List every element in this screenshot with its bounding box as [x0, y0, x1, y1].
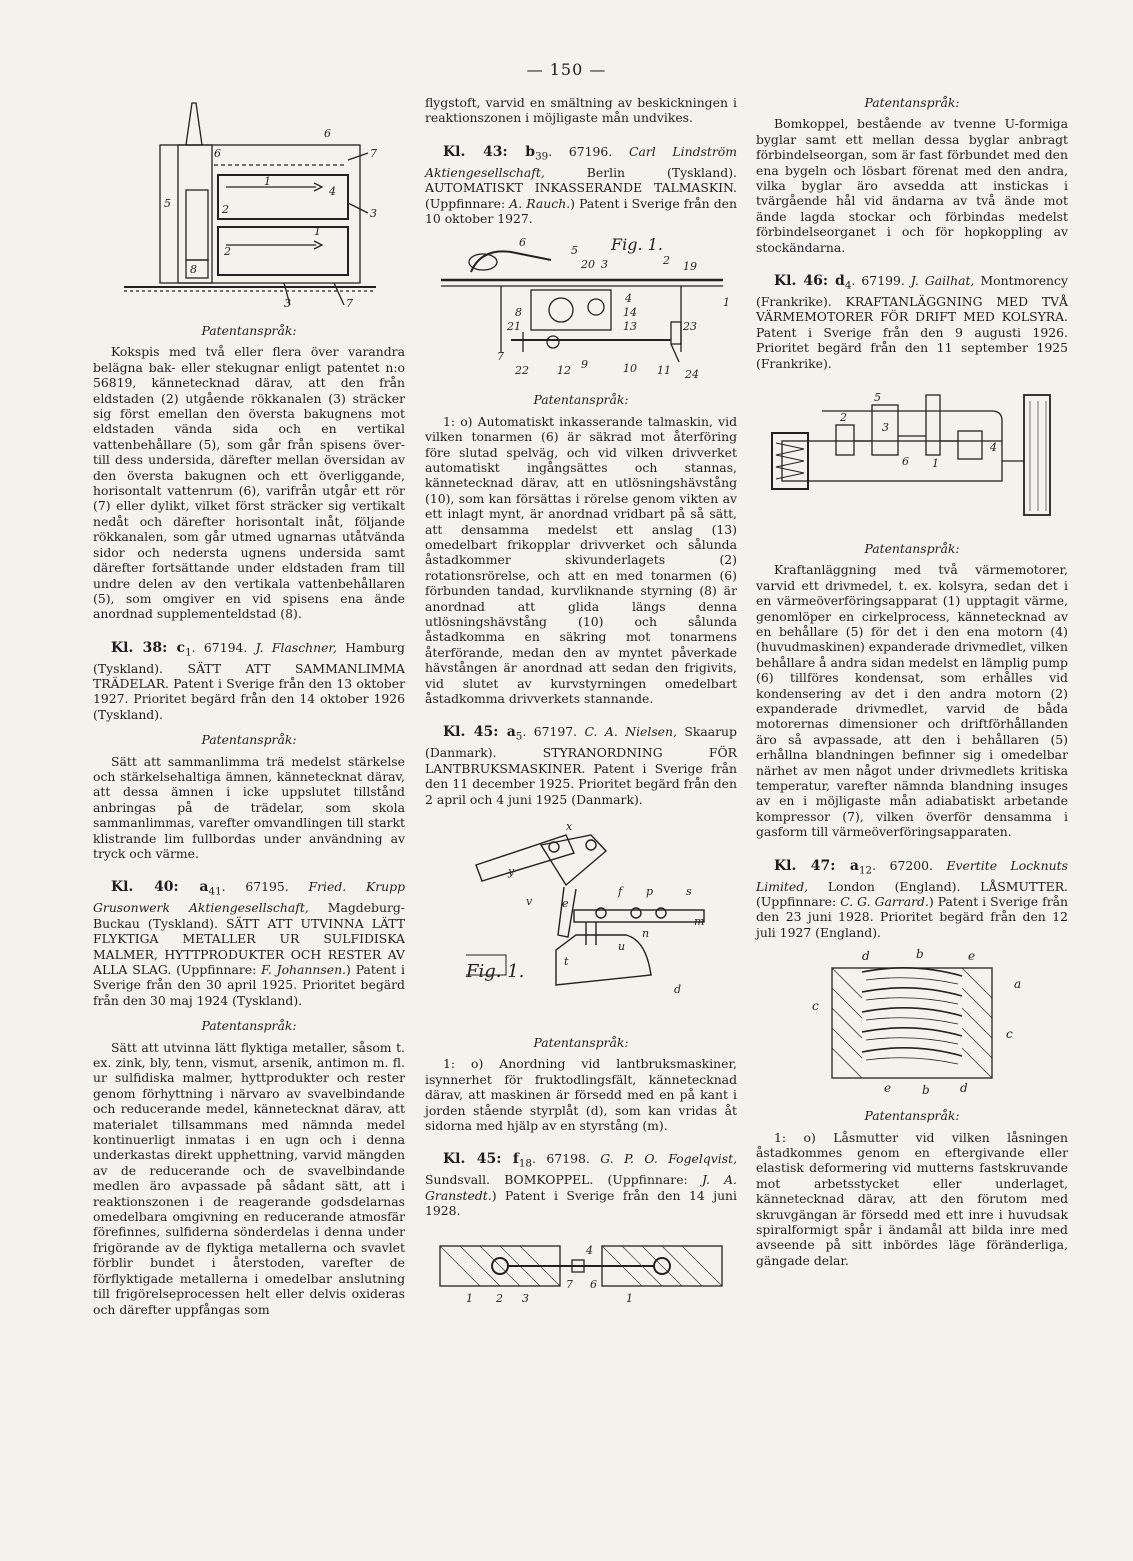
fig-label: 2: [496, 1292, 503, 1306]
class-number: Kl. 46: d: [774, 273, 845, 290]
boom-coupling-figure: [436, 1226, 726, 1306]
patent-description: Montmorency (Frankrike). KRAFTANLÄGGNING MED TVÅ VÄRMEMOTORER FÖR DRIFT MED KOLSYRA. Patent i Sverige från den 9 augusti 1926. Prioritet begärd från den 11 september 1925 (Frankrike).: [756, 273, 1068, 371]
class-subscript: 1: [185, 646, 192, 659]
applicant-name: Evertite Locknuts Limited,: [756, 857, 1068, 894]
claims-label: Patentanspråk:: [864, 95, 960, 110]
fig-label: d: [960, 1081, 968, 1096]
engine-diagram-figure: [762, 381, 1062, 531]
fig-label: 22: [515, 364, 529, 378]
fig-label: 21: [507, 320, 521, 334]
fig-label: m: [694, 914, 705, 928]
inventor-name: J. A. Granstedt.: [425, 1172, 737, 1203]
fig-label: 14: [623, 306, 637, 320]
fig-label: 6: [590, 1278, 597, 1292]
stove-label: 7: [370, 147, 377, 160]
stove-label: 2: [222, 203, 229, 216]
patent-description: ) Patent i Sverige från den 14 juni 1928.: [425, 1187, 737, 1219]
claims-label: Patentanspråk:: [533, 1034, 629, 1050]
patent-description: ) Patent i Sverige från den 30 april 1925. Prioritet begärd från den 30 maj 1924 (Tyskland).: [93, 961, 405, 1008]
fig-label: 4: [625, 292, 632, 306]
patent-number: . 67199.: [851, 273, 905, 289]
claim-text: Kraftanläggning med två värmemotorer, varvid ett drivmedel, t. ex. kolsyra, sedan det i en värmeöverföringsapparat (1) upptagit värme, genomlöper en cirkelprocess, kännetecknad av en behållare (5) för det i den ena motorn (4) (huvudmaskinen) expanderade drivmedlet, vilken behållare å andra sidan medelst en lämplig pump (6) tillföres kondensat, som erhålles vid kondensering av det i den andra motorn (2) expanderade drivmedlet, varvid de båda motorernas dimensioner och driftförhållanden äro så avpassade, att den i behållaren (5) erhållna blandningen befinner sig i omedelbar närhet av men något under drivmedlets kritiska temperatur, varefter nämnda blandning insuges av en i möjligaste mån adiabatiskt arbetande kompressor (7), vilken överför densamma i gasform till värmeöverföringsapparaten.: [756, 562, 1068, 840]
patent-entry-47: [756, 858, 1068, 941]
claims-label: Patentanspråk:: [201, 732, 297, 748]
inventor-name: F. Johannsen.: [261, 961, 346, 977]
class-number: Kl. 47: a: [774, 857, 859, 874]
inventor-name: A. Rauch.: [509, 195, 571, 211]
fig-label: s: [686, 884, 692, 898]
fig-label: 13: [623, 320, 637, 334]
fig-label: d: [674, 982, 682, 996]
fig-label: 5: [571, 244, 578, 258]
fig-label: c: [812, 999, 819, 1014]
class-subscript: 4: [844, 279, 852, 292]
fig-label: 19: [683, 260, 697, 274]
fig-label: b: [922, 1083, 930, 1098]
applicant-name: J. Gailhat,: [910, 273, 975, 289]
fig-label: u: [618, 939, 626, 953]
class-number: Kl. 40: a: [111, 879, 209, 896]
fig-label: 5: [874, 390, 881, 404]
patent-number: . 67194.: [191, 639, 248, 655]
fig-label: 3: [882, 420, 889, 434]
fig-label: e: [562, 896, 569, 910]
fig-label: 24: [685, 368, 699, 382]
fig-label: b: [916, 948, 924, 962]
fig-label: f: [618, 884, 623, 898]
patent-entry-45f: [425, 1151, 737, 1218]
patent-description: ) Patent i Sverige från den 23 juni 1928. Prioritet begärd från den 12 juli 1927 (England).: [756, 893, 1069, 940]
patent-entry-45a: [425, 724, 737, 807]
claims-label: Patentanspråk:: [201, 323, 297, 338]
patent-number: . 67198.: [532, 1151, 590, 1167]
fig-label: x: [566, 819, 573, 833]
patent-number: . 67200.: [872, 857, 933, 873]
plough-figure: [446, 815, 716, 1025]
stove-label: 8: [190, 263, 197, 276]
stove-label: 3: [370, 207, 377, 220]
inventor-name: C. G. Garrard.: [840, 893, 929, 909]
patent-description: Magdeburg-Buckau (Tyskland). SÄTT ATT UTVINNA LÄTT FLYKTIGA METALLER UR SULFIDISKA MALMER, HYTTPRODUKTER OCH RESTER AV ALLA SLAG. (Uppfinnare:: [93, 900, 405, 977]
fig-label: 12: [557, 364, 571, 378]
claims-label: Patentanspråk:: [864, 1108, 960, 1124]
fig-label: 10: [623, 362, 637, 376]
stove-label: 2: [224, 245, 231, 258]
fig-label: 7: [497, 350, 504, 364]
fig-label: 2: [840, 410, 847, 424]
column-middle: [425, 95, 737, 1306]
fig-label: 11: [657, 364, 671, 378]
fig-label: 6: [519, 236, 526, 250]
patent-description: Sundsvall. BOMKOPPEL. (Uppfinnare:: [425, 1172, 688, 1188]
patent-description: ) Patent i Sverige från den 10 oktober 1927.: [425, 195, 737, 226]
continued-text: flygstoft, varvid en smältning av beskickningen i reaktionszonen i möjligaste mån undvikes.: [425, 95, 737, 126]
stove-label: 7: [346, 297, 353, 310]
patent-entry-46: [756, 273, 1068, 371]
patent-number: . 67197.: [522, 724, 578, 740]
fig-label: 3: [601, 258, 608, 272]
applicant-name: J. Flaschner,: [255, 639, 337, 655]
fig-label: p: [646, 884, 654, 898]
claims-label: Patentanspråk:: [201, 1018, 297, 1034]
patent-description: Skaarup (Danmark). STYRANORDNING FÖR LANTBRUKSMASKINER. Patent i Sverige från den 11 december 1925. Prioritet begärd från den 2 april och 4 juni 1925 (Danmark).: [425, 724, 737, 807]
fig-label: 1: [626, 1292, 633, 1306]
class-number: Kl. 45: a: [443, 724, 516, 741]
fig-label: 1: [932, 456, 939, 470]
class-subscript: 18: [518, 1157, 533, 1170]
page-number: — 150 —: [526, 60, 607, 79]
fig-label: d: [862, 949, 870, 964]
fig-label: 1: [723, 296, 730, 310]
talking-machine-figure: [431, 232, 731, 382]
fig-label: 7: [566, 1278, 573, 1292]
fig-label: 8: [515, 306, 522, 320]
applicant-name: C. A. Nielsen,: [584, 724, 677, 740]
stove-label: 6: [324, 127, 331, 140]
applicant-name: G. P. O. Fogelqvist,: [600, 1151, 738, 1167]
fig-label: c: [1006, 1027, 1013, 1042]
fig-label: a: [1014, 977, 1022, 992]
stove-label: 3: [284, 297, 291, 310]
class-subscript: 41: [208, 885, 222, 898]
stove-label: 1: [314, 225, 321, 238]
patent-entry-43: [425, 144, 737, 227]
fig-label: 9: [581, 358, 588, 372]
fig-label: 20: [581, 258, 595, 272]
stove-figure: [114, 95, 384, 313]
fig-label: v: [526, 894, 533, 908]
claims-label: Patentanspråk:: [864, 540, 960, 556]
stove-label: 5: [164, 197, 171, 210]
class-subscript: 12: [858, 864, 873, 877]
fig-label: 3: [522, 1292, 529, 1306]
class-number: Kl. 43: b: [443, 143, 536, 160]
stove-label: 1: [264, 175, 271, 188]
stove-label: 6: [214, 147, 221, 160]
patent-entry-38: [93, 640, 405, 723]
stove-label: 4: [329, 185, 336, 198]
patent-description: Hamburg (Tyskland). SÄTT ATT SAMMANLIMMA TRÄDELAR. Patent i Sverige från den 13 oktober 1927. Prioritet begärd från den 14 oktober 1926 (Tyskland).: [93, 639, 405, 722]
applicant-name: Carl Lindström Aktiengesellschaft,: [425, 143, 737, 180]
column-right: [756, 95, 1068, 1268]
fig-label: y: [508, 864, 515, 878]
patent-entry-40: [93, 879, 405, 1008]
class-subscript: 39: [535, 150, 549, 163]
fig-label: 4: [586, 1244, 593, 1258]
fig-label: 6: [902, 454, 909, 468]
fig-label: n: [642, 926, 650, 940]
applicant-name: Fried. Krupp Grusonwerk Aktiengesellschaft,: [93, 879, 405, 916]
claim-text: Sätt att utvinna lätt flyktiga metaller, såsom t. ex. zink, bly, tenn, vismut, arsenik, antimon m. fl. ur sulfidiska malmer, hyttprodukter och rester genom förhyttning i närvaro av svavelbindande och reducerande medel, kännetecknat därav, att materialet tillsammans med nämnda medel kontinuerligt inmatas i en ugn och i denna underkastas direkt upphettning, varvid mängden av de reducerande och de svavelbindande medlen äro avpassade på sådant sätt, att i reaktionszonen i de reagerande godsdelarnas omedelbara omgivning en reducerande atmosfär förefinnes, sulfiderna sönderdelas i denna under frigörande av de flyktiga metallerna och svavlet förblir bundet i återstoden, varefter de förflyktigade metallerna i omedelbar anslutning till frigörelseprocessen helt eller delvis oxideras och därefter uppfångas som: [93, 1039, 405, 1317]
claim-text: Sätt att sammanlimma trä medelst stärkelse och stärkelsehaltiga ämnen, kännetecknat därav, att dessa ämnen i icke uppslutet tillstånd anbringas på de trädelar, som skola sammanlimmas, varefter omvandlingen till starkt klistrande lim fullbordas under användning av tryck och värme.: [93, 753, 405, 862]
patent-number: . 67196.: [548, 143, 613, 159]
fig-label: 23: [683, 320, 697, 334]
fig-label: 2: [663, 254, 670, 268]
patent-number: . 67195.: [221, 879, 289, 895]
class-number: Kl. 45: f: [443, 1151, 519, 1168]
claims-label: Patentanspråk:: [533, 392, 629, 408]
fig-label: 4: [990, 440, 997, 454]
fig-label: e: [968, 949, 976, 964]
lock-nut-figure: [792, 948, 1032, 1098]
claim-text: Kokspis med två eller flera över varandra belägna bak- eller stekugnar enligt patentet n:o 56819, kännetecknad därav, att den från eldstaden (2) utgående rökkanalen (3) sträcker sig först emellan den översta bakugnens mot eldstaden vända sida och en vertikal vattenbehållare (5), som går från spisens över- till dess undersida, därefter mellan översidan av den översta bakugnen och ett överliggande, horisontalt vattenrum (6), varifrån utgår ett rör (7) eller dylikt, vilket först sträcker sig vertikalt nedåt och därefter horisontalt inåt, följande rökkanalen, som går utmed ugnarnas utåtvända sidor och nedersta ugnens undersida samt därefter fortsättande under eldstaden fram till undre delen av den vertikala vattenbehållaren (5), som omgiver en vid spisens ena ände anordnad supplementeldstad (8).: [93, 344, 405, 622]
fig-label: e: [884, 1081, 892, 1096]
figure-title: Fig. 1.: [466, 960, 525, 982]
patent-description: London (England). LÅSMUTTER. (Uppfinnare:: [756, 878, 1068, 909]
figure-title: Fig. 1.: [611, 235, 663, 255]
claim-text: Bomkoppel, bestående av tvenne U-formiga byglar samt ett mellan dessa byglar anbragt förbindelseorgan, som är fast förbundet med den ena bygeln och lösbart förenat med den andra, vilka byglar äro avsedda att instickas i tvärgående hål vid ändarna av två ände mot ände lagda stockar och förbindas medelst förbindelseorganet i och för hopkoppling av stockändarna.: [756, 116, 1068, 255]
patent-description: Berlin (Tyskland). AUTOMATISKT INKASSERANDE TALMASKIN. (Uppfinnare:: [425, 164, 737, 211]
claim-text: 1: o) Låsmutter vid vilken låsningen åstadkommes genom en eftergivande eller elastisk deformering vid mutterns fastskruvande mot arbetsstycket eller underlaget, kännetecknad därav, att den förutom med skruvgängan är försedd med ett inre i huvudsak spiralformigt spår i ändamål att bilda inre med avseende på sitt inbördes läge föränderliga, gängade delar.: [756, 1129, 1068, 1268]
claim-text: 1: o) Anordning vid lantbruksmaskiner, isynnerhet för fruktodlingsfält, kännetecknad därav, att maskinen är försedd med en på kant i jorden stående styrplåt (d), som kan vridas åt sidorna med hjälp av en styrstång (m).: [425, 1056, 737, 1133]
class-subscript: 5: [515, 730, 523, 743]
claim-text: 1: o) Automatiskt inkasserande talmaskin, vid vilken tonarmen (6) är säkrad mot återföring före slutad spelväg, och vid vilken drivverket automatiskt ingångsättes och stannas, kännetecknad därav, att en utlösningshävstång (10), som kan försättas i rörelse genom vikten av ett inlagt mynt, är anordnad vridbart på så sätt, att densamma medelst ett anslag (13) omedelbart frikopplar drivverket och sålunda åstadkommer skivunderlagets (2) rotationsrörelse, och att en med tonarmen (6) förbunden tandad, kurvliknande styrning (8) är anordnad att glida längs denna utlösningshävstång (10) och sålunda åstadkomma en säkring mot tonarmens återförande, medan den av myntet påverkade hävstången är anordnad att sedan den frigivits, vid slutet av kurvstyrningen omedelbart åstadkomma drivverkets stannande.: [425, 413, 737, 707]
class-number: Kl. 38: c: [111, 639, 186, 656]
fig-label: 1: [466, 1292, 473, 1306]
fig-label: t: [564, 954, 569, 968]
column-left: [93, 95, 405, 1317]
